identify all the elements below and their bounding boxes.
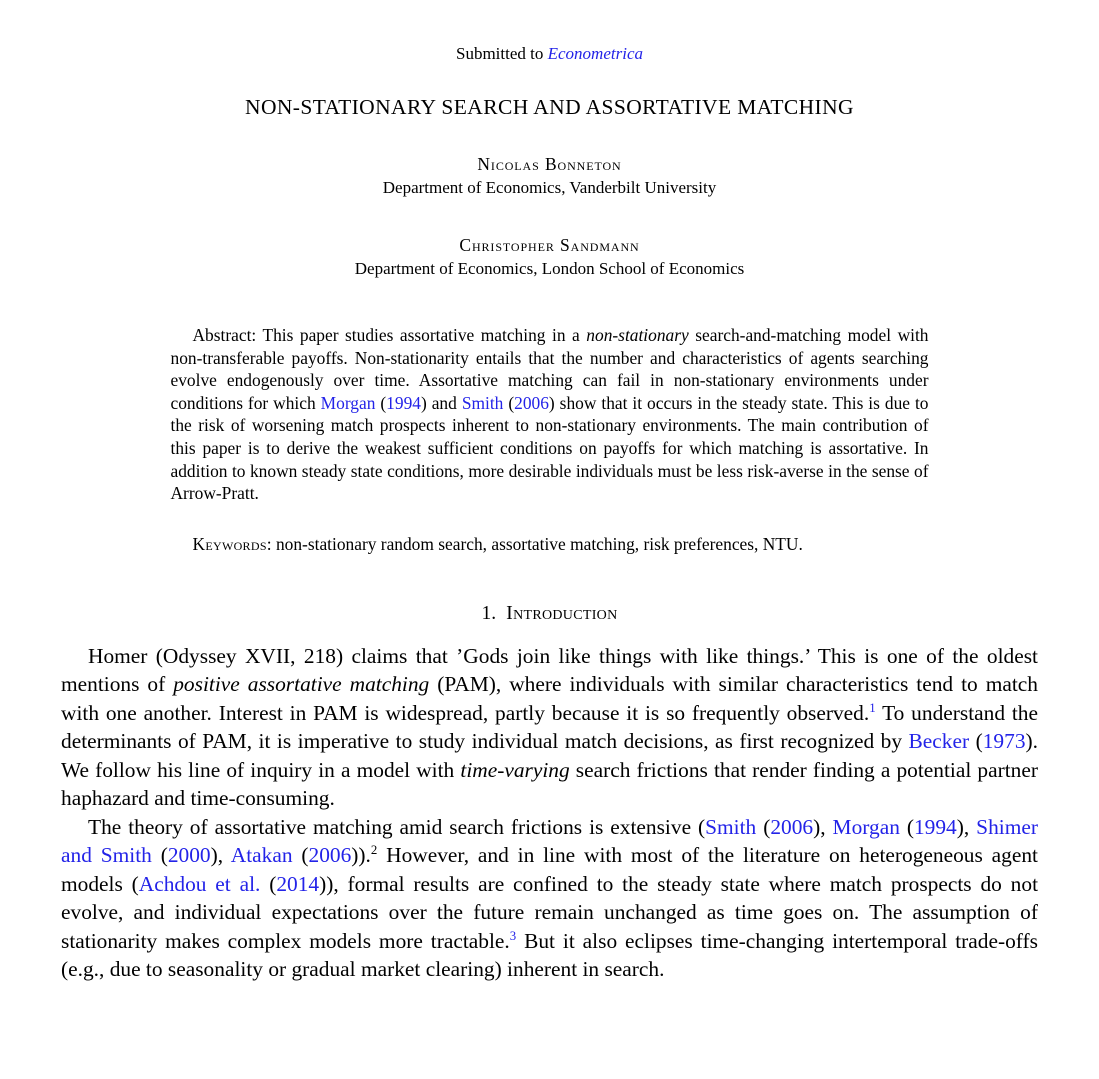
text-run: Abstract: This paper studies assortative matching in a xyxy=(192,325,587,345)
text-run: ), xyxy=(956,814,977,839)
text-run: )), formal results are confined to the steady state where match prospects do not evolve, and individual expectations over the future remain unchanged as time goes on. The assumption of stationarity makes complex models more tractable. xyxy=(61,871,1039,953)
citation-link[interactable]: 2014 xyxy=(276,871,320,896)
submitted-prefix: Submitted to xyxy=(456,44,548,63)
text-run: ) and xyxy=(420,392,462,413)
text-run: )). xyxy=(351,843,371,868)
citation-link[interactable]: 2006 xyxy=(770,814,814,839)
emphasized-text: non-stationary xyxy=(586,325,689,345)
citation-link[interactable]: Becker xyxy=(908,729,970,754)
text-run: search frictions that render finding a potential partner haphazard and time-consuming. xyxy=(61,757,1039,811)
journal-link[interactable]: Econometrica xyxy=(547,44,643,63)
citation-link[interactable]: Atakan xyxy=(230,843,293,868)
section-number: 1. xyxy=(481,602,497,624)
text-run: ( xyxy=(260,871,277,896)
text-run: ( xyxy=(292,843,309,868)
text-run: ( xyxy=(899,814,914,839)
citation-link[interactable]: 1994 xyxy=(913,814,957,839)
citation-link[interactable]: 2006 xyxy=(308,843,352,868)
text-run: ). We follow his line of inquiry in a model with xyxy=(61,729,1038,782)
emphasized-text: positive assortative matching xyxy=(173,672,430,697)
text-run: ( xyxy=(756,814,771,839)
text-run: However, and in line with most of the literature on heterogeneous agent models ( xyxy=(61,843,1038,896)
citation-link[interactable]: 2000 xyxy=(167,843,211,868)
text-run: ( xyxy=(969,729,983,754)
text-run: ( xyxy=(375,392,387,413)
citation-link[interactable]: Smith xyxy=(705,814,757,839)
paper-title: NON-STATIONARY SEARCH AND ASSORTATIVE MATCHING xyxy=(245,95,854,119)
intro-paragraph-1 xyxy=(61,642,1038,813)
citation-link[interactable]: 2006 xyxy=(514,392,549,413)
footnote-marker: 2 xyxy=(370,843,378,858)
text-run: The theory of assortative matching amid search frictions is extensive ( xyxy=(88,814,706,839)
emphasized-text: time-varying xyxy=(460,757,570,782)
intro-paragraph-2 xyxy=(61,813,1038,984)
author-name: Nicolas Bonneton xyxy=(477,154,622,174)
citation-link[interactable]: Morgan xyxy=(320,392,376,413)
text-run: (PAM), where individuals with similar characteristics tend to match with one another. Interest in PAM is widespread, partly because it is so frequently observed. xyxy=(61,672,1038,725)
author-block-2 xyxy=(0,235,1099,279)
author-name: Christopher Sandmann xyxy=(459,235,640,255)
submitted-line xyxy=(0,0,1099,64)
text-run: To understand the determinants of PAM, it is imperative to study individual match decisions, as first recognized by xyxy=(61,700,1038,754)
text-run: Homer (Odyssey XVII, 218) claims that ’Gods join like things with like things.’ This is one of the oldest mentions of xyxy=(61,643,1038,697)
footnote-link[interactable]: 1 xyxy=(869,700,876,715)
citation-link[interactable]: Morgan xyxy=(832,814,900,839)
keywords-line xyxy=(171,534,929,555)
author-affiliation: Department of Economics, London School of Economics xyxy=(354,259,745,278)
footnote-link[interactable]: 3 xyxy=(509,928,517,943)
citation-link[interactable]: Smith xyxy=(461,392,504,413)
text-run: : non-stationary random search, assortative matching, risk preferences, NTU. xyxy=(266,533,803,554)
abstract xyxy=(171,324,929,505)
text-run: search-and-matching model with non-transferable payoffs. Non-stationarity entails that the number and characteristics of agents searching evolve endogenously over time. Assortative matching can fail in non-stationary environments under conditions for which xyxy=(170,325,929,413)
text-run: ( xyxy=(503,392,515,413)
citation-link[interactable]: Achdou et al. xyxy=(138,871,261,896)
citation-link[interactable]: 1973 xyxy=(982,729,1026,754)
text-run: But it also eclipses time-changing intertemporal trade-offs (e.g., due to seasonality or gradual market clearing) inherent in search. xyxy=(61,928,1038,982)
text-run: ( xyxy=(151,843,168,868)
text-run: ), xyxy=(210,843,231,868)
small-caps-label: Keywords xyxy=(192,533,267,554)
citation-link[interactable]: 1994 xyxy=(386,392,421,413)
section-title: Introduction xyxy=(506,601,618,624)
section-heading-introduction xyxy=(0,602,1099,625)
citation-link[interactable]: Shimer and Smith xyxy=(61,814,1038,868)
author-affiliation: Department of Economics, Vanderbilt University xyxy=(382,178,717,197)
author-block-1 xyxy=(0,154,1099,198)
text-run: ), xyxy=(813,814,833,839)
text-run: ) show that it occurs in the steady state. This is due to the risk of worsening match prospects inherent to non-stationary environments. The main contribution of this paper is to derive the weakest sufficient conditions on payoffs for which matching is assortative. In addition to known steady state conditions, more desirable individuals must be less risk-averse in the sense of Arrow-Pratt. xyxy=(170,392,929,504)
